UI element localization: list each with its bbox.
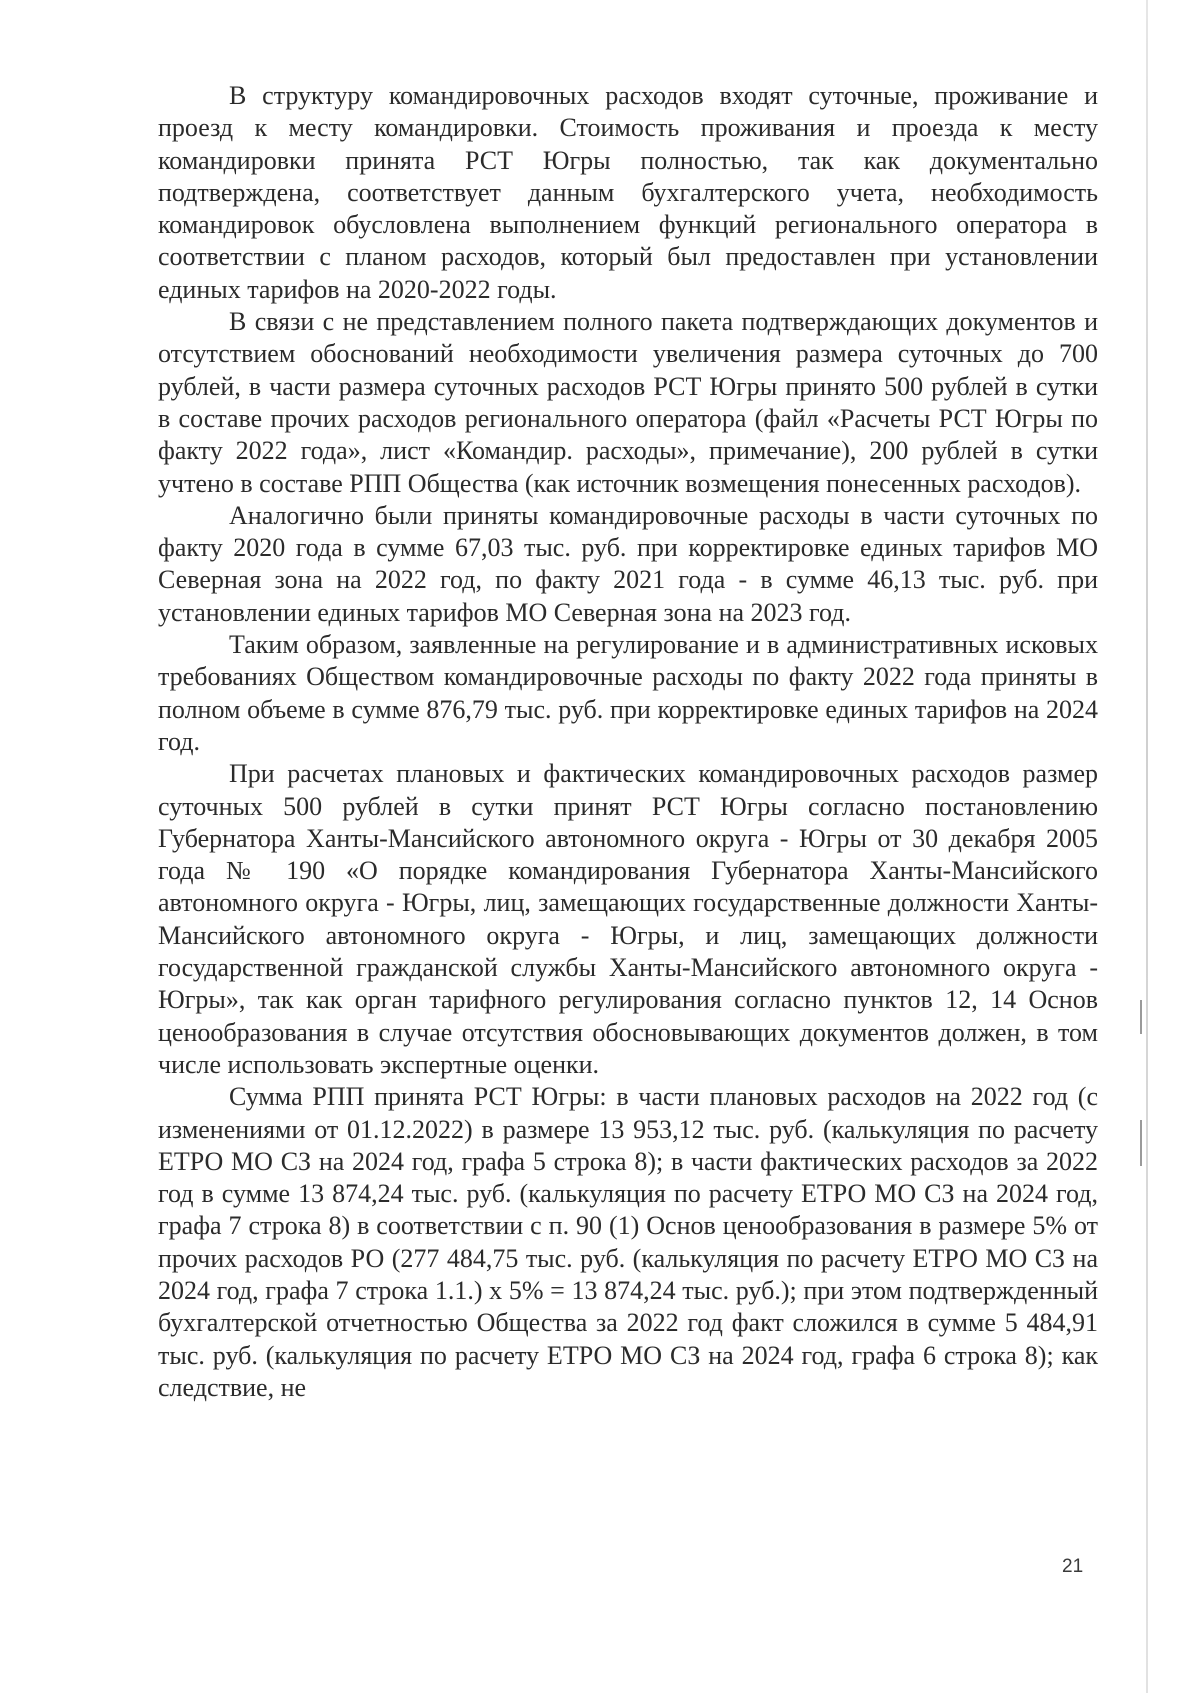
scan-artifact-mark bbox=[1140, 1000, 1142, 1034]
paragraph: При расчетах плановых и фактических командировочных расходов размер суточных 500 рублей в сутки принят РСТ Югры согласно постановлению Губернатора Ханты-Мансийского автономного округа - Югры от 30 декабря 2005 года № 190 «О порядке командирования Губернатора Ханты-Мансийского автономного округа - Югры, лиц, замещающих государственные должности Ханты-Мансийского автономного округа - Югры, и лиц, замещающих должности государственной гражданской службы Ханты-Мансийского автономного округа - Югры», так как орган тарифного регулирования согласно пунктов 12, 14 Основ ценообразования в случае отсутствия обосновывающих документов должен, в том числе использовать экспертные оценки. bbox=[158, 759, 1098, 1079]
scan-page-edge bbox=[1146, 0, 1148, 1693]
paragraph: Сумма РПП принята РСТ Югры: в части плановых расходов на 2022 год (с изменениями от 01.12.2022) в размере 13 953,12 тыс. руб. (калькуляция по расчету ЕТРО МО СЗ на 2024 год, графа 5 строка 8); в части фактических расходов за 2022 год в сумме 13 874,24 тыс. руб. (калькуляция по расчету ЕТРО МО СЗ на 2024 год, графа 7 строка 8) в соответствии с п. 90 (1) Основ ценообразования в размере 5% от прочих расходов РО (277 484,75 тыс. руб. (калькуляция по расчету ЕТРО МО СЗ на 2024 год, графа 7 строка 1.1.) х 5% = 13 874,24 тыс. руб.); при этом подтвержденный бухгалтерской отчетностью Общества за 2022 год факт сложился в сумме 5 484,91 тыс. руб. (калькуляция по расчету ЕТРО МО СЗ на 2024 год, графа 6 строка 8); как следствие, не bbox=[158, 1082, 1098, 1402]
page-number: 21 bbox=[1062, 1556, 1084, 1577]
scan-artifact-mark bbox=[1140, 1120, 1142, 1166]
paragraph: В структуру командировочных расходов входят суточные, проживание и проезд к месту командировки. Стоимость проживания и проезда к месту командировки принята РСТ Югры полностью, так как документально подтверждена, соответствует данным бухгалтерского учета, необходимость командировок обусловлена выполнением функций регионального оператора в соответствии с планом расходов, который был предоставлен при установлении единых тарифов на 2020-2022 годы. bbox=[158, 81, 1098, 304]
document-body bbox=[158, 80, 1098, 1404]
paragraph: Аналогично были приняты командировочные расходы в части суточных по факту 2020 года в сумме 67,03 тыс. руб. при корректировке единых тарифов МО Северная зона на 2022 год, по факту 2021 года - в сумме 46,13 тыс. руб. при установлении единых тарифов МО Северная зона на 2023 год. bbox=[158, 500, 1098, 627]
paragraph: В связи с не представлением полного пакета подтверждающих документов и отсутствием обоснований необходимости увеличения размера суточных до 700 рублей, в части размера суточных расходов РСТ Югры принято 500 рублей в сутки в составе прочих расходов регионального оператора (файл «Расчеты РСТ Югры по факту 2022 года», лист «Командир. расходы», примечание), 200 рублей в сутки учтено в составе РПП Общества (как источник возмещения понесенных расходов). bbox=[158, 307, 1098, 498]
paragraph: Таким образом, заявленные на регулирование и в административных исковых требованиях Обществом командировочные расходы по факту 2022 года приняты в полном объеме в сумме 876,79 тыс. руб. при корректировке единых тарифов на 2024 год. bbox=[158, 630, 1098, 756]
